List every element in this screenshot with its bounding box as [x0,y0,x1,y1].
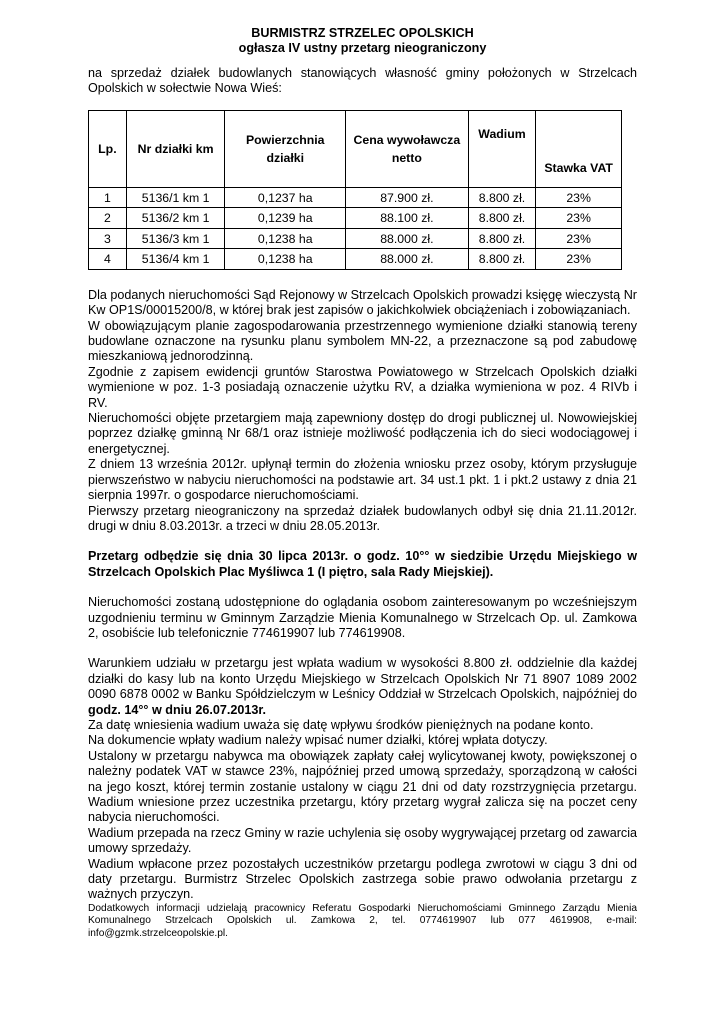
header-area: Powierzchnia działki [225,110,346,187]
table-cell: 5136/4 km 1 [126,249,225,270]
document-page [88,26,637,940]
table-cell: 88.100 zł. [346,208,469,229]
table-cell: 1 [89,187,127,208]
document-subtitle: ogłasza IV ustny przetarg nieograniczony [238,41,487,55]
header-vat: Stawka VAT [536,110,622,187]
table-cell: 87.900 zł. [346,187,469,208]
buyer-obligation-paragraph: Ustalony w przetargu nabywca ma obowiązek zapłaty całej wylicytowanej kwoty, powiększonej o należny podatek VAT w stawce 23%, najpóźniej przed umową sprzedaży, sporządzoną w całości na jego koszt, której termin zostanie ustalony w ciągu 21 dni od daty rozstrzygnięcia przetargu. Wadium wniesione przez uczestnika przetargu, który przetarg wygrał zalicza się na poczet ceny nabycia nieruchomości. [88,748,637,825]
previous-auctions-paragraph: Pierwszy przetarg nieograniczony na sprzedaż działek budowlanych odbył się dnia 21.11.2012r. drugi w dniu 8.03.2013r. a trzeci w dniu 28.05.2013r. [88,503,637,533]
contact-footer: Dodatkowych informacji udzielają pracownicy Referatu Gospodarki Nieruchomościami Gminnego Zarządu Mienia Komunalnego Strzelcach Opolskich ul. Zamkowa 2, tel. 0774619907 lub 077 4619908, e-mail: info@gzmk.strzelceopolskie.pl. [88,902,637,939]
table-cell: 88.000 zł. [346,228,469,249]
table-cell: 5136/3 km 1 [126,228,225,249]
deposit-date-paragraph: Za datę wniesienia wadium uważa się datę wpływu środków pieniężnych na podane konto. [88,717,594,732]
road-access-paragraph: Nieruchomości objęte przetargiem mają zapewniony dostęp do drogi publicznej ul. Nowowiejskiej poprzez działkę gminną Nr 68/1 oraz istnieje możliwość podłączenia ich do sieci wodociągowej i energetycznej. [88,411,637,456]
table-cell: 0,1238 ha [225,249,346,270]
table-cell: 8.800 zł. [468,228,536,249]
table-row [89,187,622,208]
table-cell: 5136/2 km 1 [126,208,225,229]
deposit-return-paragraph: Wadium wpłacone przez pozostałych uczestników przetargu podlega zwrotowi w ciągu 3 dni od daty przetargu. Burmistrz Strzelec Opolskich zastrzega sobie prawo odwołania przetargu z ważnych przyczyn. [88,856,637,902]
header-deposit: Wadium [468,110,536,187]
deposit-deadline: godz. 14°° w dniu 26.07.2013r. [88,702,267,717]
table-header-row [89,110,622,187]
table-row [89,208,622,229]
table-cell: 8.800 zł. [468,208,536,229]
header-plot-number: Nr działki km [126,110,225,187]
table-cell: 0,1238 ha [225,228,346,249]
table-cell: 3 [89,228,127,249]
land-register-paragraph: Dla podanych nieruchomości Sąd Rejonowy w Strzelcach Opolskich prowadzi księgę wieczystą Nr Kw OP1S/00015200/8, w której brak jest zapisów o jakichkolwiek obciążeniach i zobowiązaniach. [88,287,637,318]
document-title: BURMISTRZ STRZELEC OPOLSKICH [251,26,474,40]
table-cell: 8.800 zł. [468,187,536,208]
table-cell: 4 [89,249,127,270]
plots-table [88,110,622,270]
table-row [89,249,622,270]
table-cell: 0,1239 ha [225,208,346,229]
zoning-paragraph: W obowiązującym planie zagospodarowania przestrzennego wymienione działki stanowią tereny budowlane oznaczone na rysunku planu symbolem MN-22, a przeznaczone są pod zabudowę mieszkaniową jednorodzinną. [88,318,637,364]
table-cell: 23% [536,208,622,229]
priority-deadline-paragraph: Z dniem 13 września 2012r. upłynął termin do złożenia wniosku przez osoby, którym przysługuje pierwszeństwo w nabyciu nieruchomości na podstawie art. 34 ust.1 pkt. 1 i pkt.2 ustawy z dnia 21 sierpnia 1997r. o gospodarce nieruchomościami. [88,457,637,503]
table-cell: 88.000 zł. [346,249,469,270]
table-cell: 2 [89,208,127,229]
header-lp: Lp. [89,110,127,187]
intro-paragraph: na sprzedaż działek budowlanych stanowiących własność gminy położonych w Strzelcach Opolskich w sołectwie Nowa Wieś: [88,66,637,96]
deposit-forfeit-paragraph: Wadium przepada na rzecz Gminy w razie uchylenia się osoby wygrywającej przetarg od zawarcia umowy sprzedaży. [88,825,637,856]
table-cell: 0,1237 ha [225,187,346,208]
header-starting-price: Cena wywoławcza netto [346,110,469,187]
table-cell: 23% [536,187,622,208]
deposit-condition-paragraph [88,656,637,718]
table-row [89,228,622,249]
auction-date-notice: Przetarg odbędzie się dnia 30 lipca 2013r. o godz. 10°° w siedzibie Urzędu Miejskiego w Strzelcach Opolskich Plac Myśliwca 1 (I piętro, sala Rady Miejskiej). [88,549,637,579]
table-cell: 23% [536,249,622,270]
viewing-paragraph: Nieruchomości zostaną udostępnione do oglądania osobom zainteresowanym po wcześniejszym uzgodnieniu terminu w Gminnym Zarządzie Mienia Komunalnego w Strzelcach Op. ul. Zamkowa 2, osobiście lub telefonicznie 774619907 lub 774619908. [88,595,637,640]
deposit-condition-text: Warunkiem udziału w przetargu jest wpłata wadium w wysokości 8.800 zł. oddzielnie dla każdej działki do kasy lub na konto Urzędu Miejskiego w Strzelcach Opolskich Nr 71 8907 1089 2002 0090 6878 0002 w Banku Spółdzielczym w Leśnicy Oddział w Strzelcach Opolskich, najpóźniej do [88,656,637,702]
deposit-document-paragraph: Na dokumencie wpłaty wadium należy wpisać numer działki, której wpłata dotyczy. [88,733,548,748]
table-cell: 5136/1 km 1 [126,187,225,208]
table-cell: 23% [536,228,622,249]
land-records-paragraph: Zgodnie z zapisem ewidencji gruntów Starostwa Powiatowego w Strzelcach Opolskich działki wymienione w poz. 1-3 posiadają oznaczenie użytku RV, a działka wymieniona w poz. 4 RIVb i RV. [88,364,637,410]
table-cell: 8.800 zł. [468,249,536,270]
